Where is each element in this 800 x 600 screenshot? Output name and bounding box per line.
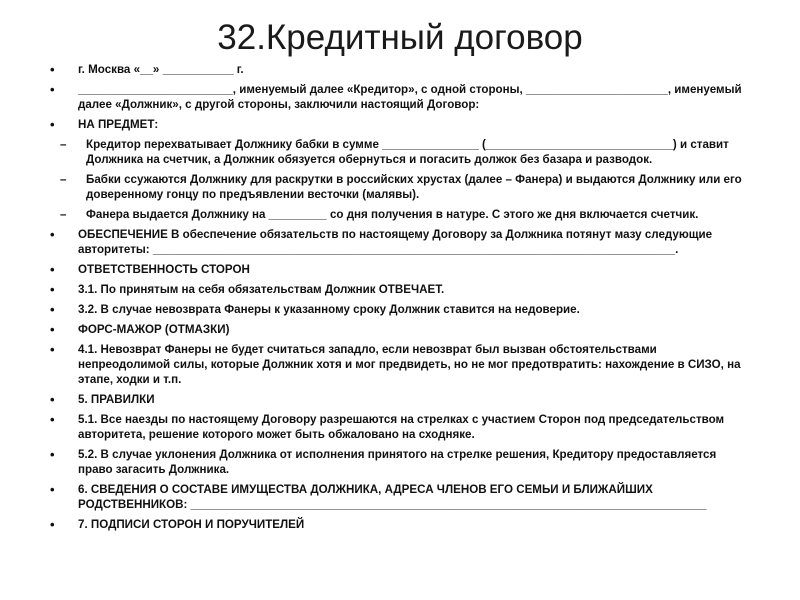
bullet-marker: • xyxy=(50,447,55,462)
bullet-marker: • xyxy=(50,227,55,242)
dash-marker: – xyxy=(60,173,67,186)
list-item xyxy=(0,517,800,532)
list-item-text: 5. ПРАВИЛКИ xyxy=(78,393,155,406)
list-item-text: 3.2. В случае невозврата Фанеры к указанному сроку Должник ставится на недоверие. xyxy=(78,303,580,316)
list-item-text: 6. СВЕДЕНИЯ О СОСТАВЕ ИМУЩЕСТВА ДОЛЖНИКА, АДРЕСА ЧЛЕНОВ ЕГО СЕМЬИ И БЛИЖАЙШИХ РОДСТВЕННИКОВ: ________________________________________________________________________________ xyxy=(78,483,707,511)
dash-marker: – xyxy=(60,138,67,151)
bullet-marker: • xyxy=(50,412,55,427)
list-item xyxy=(0,282,800,297)
bullet-marker: • xyxy=(50,482,55,497)
list-item-text: 7. ПОДПИСИ СТОРОН И ПОРУЧИТЕЛЕЙ xyxy=(78,518,305,531)
list-item-text: ОБЕСПЕЧЕНИЕ В обеспечение обязательств по настоящему Договору за Должника потянут мазу следующие авторитеты: _________________________________________________________________________________. xyxy=(78,228,713,256)
list-item xyxy=(0,412,800,442)
list-item-text: 3.1. По принятым на себя обязательствам Должник ОТВЕЧАЕТ. xyxy=(78,283,445,296)
list-item-text: 4.1. Невозврат Фанеры не будет считаться западло, если невозврат был вызван обстоятельствами непреодолимой силы, которые Должник хотя и мог предвидеть, но не мог предотвратить: нахождение в СИЗО, на этапе, ходки и т.п. xyxy=(78,343,741,386)
sub-list-item xyxy=(0,172,800,202)
dash-marker: – xyxy=(60,208,67,221)
list-item-text: г. Москва «__» ___________ г. xyxy=(78,63,244,76)
bullet-marker: • xyxy=(50,517,55,532)
list-item xyxy=(0,392,800,407)
bullet-marker: • xyxy=(50,392,55,407)
list-item xyxy=(0,62,800,77)
bullet-marker: • xyxy=(50,282,55,297)
list-item xyxy=(0,117,800,132)
list-item-text: ОТВЕТСТВЕННОСТЬ СТОРОН xyxy=(78,263,250,276)
bullet-marker: • xyxy=(50,62,55,77)
list-item-text: ________________________, именуемый далее «Кредитор», с одной стороны, ______________________, именуемый далее «Должник», с другой стороны, заключили настоящий Договор: xyxy=(78,83,742,111)
list-item xyxy=(0,82,800,112)
bullet-marker: • xyxy=(50,322,55,337)
bullet-marker: • xyxy=(50,302,55,317)
list-item xyxy=(0,322,800,337)
list-item xyxy=(0,262,800,277)
list-item xyxy=(0,342,800,387)
bullet-list xyxy=(0,62,800,537)
list-item xyxy=(0,482,800,512)
list-item-text: 5.2. В случае уклонения Должника от исполнения принятого на стрелке решения, Кредитору предоставляется право загасить Должника. xyxy=(78,448,717,476)
list-item xyxy=(0,227,800,257)
bullet-marker: • xyxy=(50,262,55,277)
sub-list-item xyxy=(0,207,800,222)
list-item-text: Фанера выдается Должнику на _________ со дня получения в натуре. С этого же дня включается счетчик. xyxy=(86,208,699,221)
list-item-text: ФОРС-МАЖОР (ОТМАЗКИ) xyxy=(78,323,230,336)
bullet-marker: • xyxy=(50,82,55,97)
list-item-text: Бабки ссужаются Должнику для раскрутки в российских хрустах (далее – Фанера) и выдаются Должнику или его доверенному гонцу по предъявлении весточки (малявы). xyxy=(86,173,742,201)
sub-list-item xyxy=(0,137,800,167)
bullet-marker: • xyxy=(50,342,55,357)
list-item-text: 5.1. Все наезды по настоящему Договору разрешаются на стрелках с участием Сторон под председательством авторитета, решение которого может быть обжаловано на сходняке. xyxy=(78,413,725,441)
list-item xyxy=(0,447,800,477)
bullet-marker: • xyxy=(50,117,55,132)
list-item-text: Кредитор перехватывает Должнику бабки в сумме _______________ (_____________________________) и ставит Должника на счетчик, а Должник обязуется обернуться и погасить должок без базара и разводок. xyxy=(86,138,729,166)
list-item-text: НА ПРЕДМЕТ: xyxy=(78,118,159,131)
list-item xyxy=(0,302,800,317)
slide-title: 32.Кредитный договор xyxy=(217,18,583,57)
